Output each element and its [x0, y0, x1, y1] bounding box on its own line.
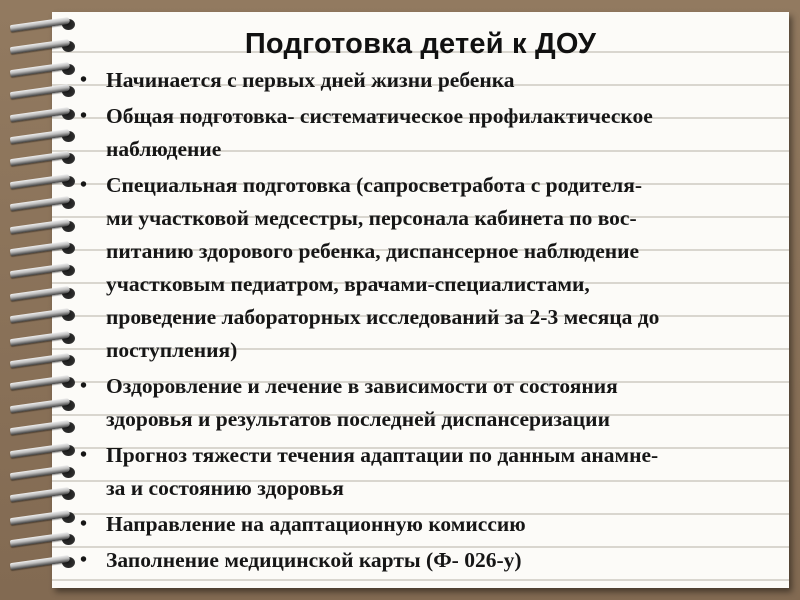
spiral-ring-icon — [8, 309, 78, 323]
list-item-line: Оздоровление и лечение в зависимости от состояния — [106, 374, 618, 398]
spiral-wire — [10, 196, 70, 211]
spiral-binding-icon — [0, 18, 80, 588]
list-item-line: Специальная подготовка (сапросветработа с родителя- — [106, 173, 642, 197]
spiral-wire — [10, 241, 70, 256]
spiral-ring-icon — [8, 85, 78, 99]
spiral-ring-icon — [8, 332, 78, 346]
bullet-icon: • — [80, 375, 88, 397]
list-item-line: здоровья и результатов последней диспансеризации — [106, 407, 610, 431]
spiral-ring-icon — [8, 287, 78, 301]
spiral-wire — [10, 330, 70, 345]
spiral-wire — [10, 106, 70, 121]
spiral-wire — [10, 487, 70, 502]
spiral-wire — [10, 375, 70, 390]
spiral-ring-icon — [8, 175, 78, 189]
spiral-ring-icon — [8, 556, 78, 570]
spiral-wire — [10, 218, 70, 233]
spiral-wire — [10, 84, 70, 99]
list-item-line: Начинается с первых дней жизни ребенка — [106, 68, 515, 92]
spiral-wire — [10, 174, 70, 189]
bullet-icon: • — [80, 513, 88, 535]
spiral-wire — [10, 263, 70, 278]
spiral-wire — [10, 62, 70, 77]
spiral-wire — [10, 465, 70, 480]
spiral-wire — [10, 353, 70, 368]
bullet-icon: • — [80, 69, 88, 91]
spiral-ring-icon — [8, 399, 78, 413]
list-item-line: ми участковой медсестры, персонала кабинета по вос- — [106, 206, 637, 230]
spiral-ring-icon — [8, 444, 78, 458]
list-item-line: Прогноз тяжести течения адаптации по данным анамне- — [106, 443, 659, 467]
bullet-icon: • — [80, 444, 88, 466]
list-item — [78, 169, 790, 367]
spiral-ring-icon — [8, 533, 78, 547]
spiral-ring-icon — [8, 376, 78, 390]
list-item — [78, 508, 790, 541]
list-item-line: наблюдение — [106, 137, 222, 161]
spiral-wire — [10, 151, 70, 166]
spiral-ring-icon — [8, 108, 78, 122]
bullet-icon: • — [80, 174, 88, 196]
spiral-wire — [10, 286, 70, 301]
spiral-ring-icon — [8, 220, 78, 234]
spiral-wire — [10, 532, 70, 547]
list-item-line: участковым педиатром, врачами-специалистами, — [106, 272, 590, 296]
list-item-line: Направление на адаптационную комиссию — [106, 512, 526, 536]
list-item-line: за и состоянию здоровья — [106, 476, 344, 500]
spiral-ring-icon — [8, 354, 78, 368]
spiral-wire — [10, 398, 70, 413]
spiral-wire — [10, 510, 70, 525]
spiral-wire — [10, 308, 70, 323]
list-item-line: питанию здорового ребенка, диспансерное наблюдение — [106, 239, 640, 263]
list-item-line: Общая подготовка- систематическое профилактическое — [106, 104, 653, 128]
spiral-wire — [10, 420, 70, 435]
spiral-ring-icon — [8, 152, 78, 166]
spiral-wire — [10, 442, 70, 457]
spiral-ring-icon — [8, 421, 78, 435]
spiral-ring-icon — [8, 488, 78, 502]
list-item-line: проведение лабораторных исследований за 2-3 месяца до — [106, 305, 660, 329]
spiral-ring-icon — [8, 264, 78, 278]
spiral-wire — [10, 554, 70, 569]
spiral-ring-icon — [8, 242, 78, 256]
spiral-ring-icon — [8, 197, 78, 211]
list-item-line: Заполнение медицинской карты (Ф- 026-у) — [106, 548, 522, 572]
list-item — [78, 439, 790, 505]
spiral-ring-icon — [8, 63, 78, 77]
spiral-ring-icon — [8, 511, 78, 525]
list-item — [78, 100, 790, 166]
spiral-ring-icon — [8, 466, 78, 480]
bullet-list — [78, 64, 790, 580]
list-item — [78, 370, 790, 436]
spiral-ring-icon — [8, 130, 78, 144]
list-item — [78, 544, 790, 577]
list-item-line: поступления) — [106, 338, 238, 362]
bullet-icon: • — [80, 549, 88, 571]
bullet-icon: • — [80, 105, 88, 127]
spiral-wire — [10, 129, 70, 144]
list-item — [78, 64, 790, 97]
slide-title: Подготовка детей к ДОУ — [244, 28, 597, 60]
